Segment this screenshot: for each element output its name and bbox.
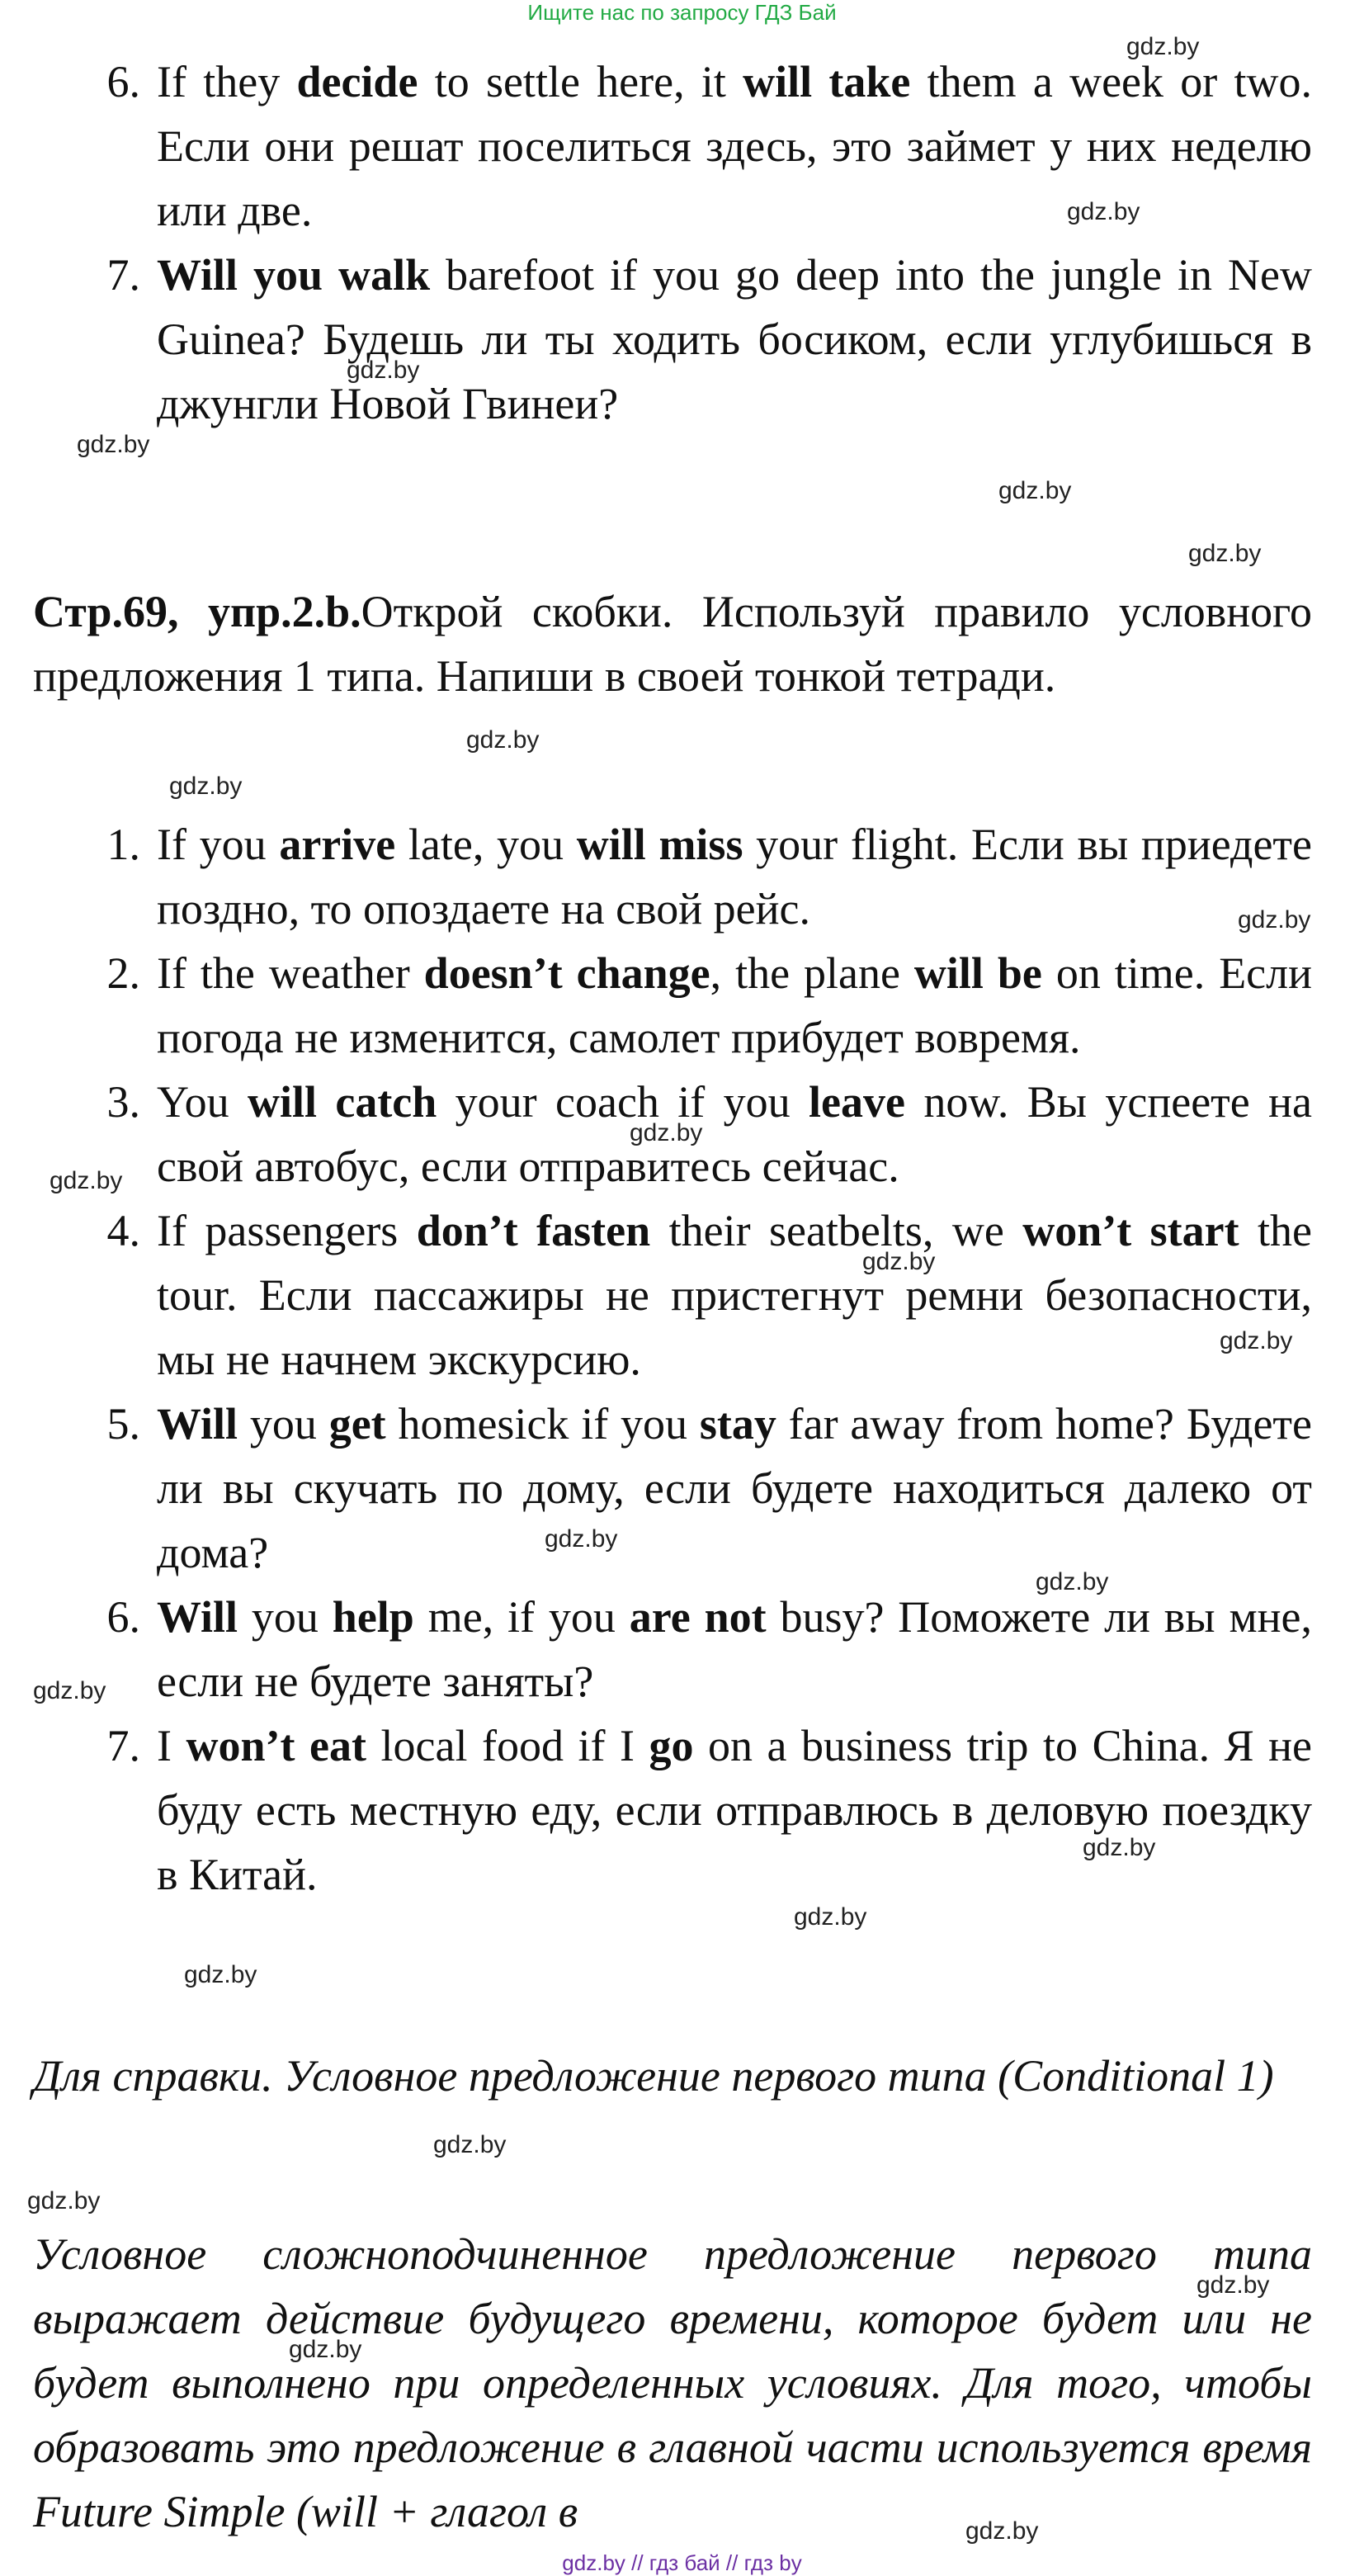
item-number: 5. bbox=[106, 1399, 140, 1449]
bold-run: will miss bbox=[576, 820, 743, 869]
item-number: 7. bbox=[106, 250, 140, 300]
watermark: gdz.by bbox=[433, 2131, 507, 2158]
text-run: to settle here, it bbox=[418, 57, 743, 106]
watermark: gdz.by bbox=[466, 726, 540, 754]
text-run: on time. Если погода не изменится, самолет прибудет вовремя. bbox=[157, 948, 1312, 1062]
watermark: gdz.by bbox=[630, 1119, 703, 1146]
bold-run: get bbox=[328, 1399, 386, 1449]
bold-run: Will bbox=[157, 1592, 238, 1642]
watermark: gdz.by bbox=[1036, 1568, 1109, 1595]
bold-run: are not bbox=[629, 1592, 767, 1642]
item-number: 2. bbox=[106, 948, 140, 998]
text-run: barefoot if you go deep into the jungle in New Guinea? Будешь ли ты ходить босиком, если углубишься в джунгли Новой Гвинеи? bbox=[157, 250, 1312, 428]
text-run: If the weather bbox=[157, 948, 424, 998]
item-text bbox=[157, 1392, 1312, 1585]
item-number: 4. bbox=[106, 1206, 140, 1255]
item-text bbox=[157, 1198, 1312, 1392]
item-text bbox=[157, 243, 1312, 436]
text-run: busy? Поможете ли вы мне, если не будете заняты? bbox=[157, 1592, 1312, 1706]
watermark: gdz.by bbox=[1126, 33, 1200, 60]
item-number: 7. bbox=[106, 1721, 140, 1770]
bold-run: don’t fasten bbox=[416, 1206, 651, 1255]
item-number: 6. bbox=[106, 57, 140, 106]
item-number: 3. bbox=[106, 1077, 140, 1127]
bold-run: will catch bbox=[247, 1077, 437, 1127]
item-text bbox=[157, 941, 1312, 1070]
text-run: If passengers bbox=[157, 1206, 417, 1255]
bold-run: won’t start bbox=[1022, 1206, 1239, 1255]
watermark: gdz.by bbox=[347, 357, 420, 384]
item-number: 6. bbox=[106, 1592, 140, 1642]
item-text bbox=[157, 1070, 1312, 1198]
watermark: gdz.by bbox=[1188, 540, 1262, 567]
bold-run: go bbox=[649, 1721, 694, 1770]
watermark: gdz.by bbox=[184, 1961, 257, 1988]
text-run: homesick if you bbox=[385, 1399, 700, 1449]
watermark: gdz.by bbox=[998, 477, 1072, 504]
text-run: late, you bbox=[395, 820, 577, 869]
watermark: gdz.by bbox=[27, 2187, 101, 2214]
text-run: If they bbox=[157, 57, 297, 106]
bold-run: Will bbox=[157, 1399, 238, 1449]
item-text bbox=[157, 1585, 1312, 1713]
bold-run: arrive bbox=[279, 820, 396, 869]
text-run: your coach if you bbox=[437, 1077, 809, 1127]
watermark: gdz.by bbox=[1220, 1327, 1293, 1354]
text-run: me, if you bbox=[413, 1592, 630, 1642]
bold-run: help bbox=[332, 1592, 414, 1642]
watermark: gdz.by bbox=[794, 1903, 867, 1931]
watermark: gdz.by bbox=[1067, 198, 1140, 225]
bold-run: Will you walk bbox=[157, 250, 431, 300]
bold-run: will be bbox=[913, 948, 1042, 998]
exercise-heading bbox=[33, 579, 1312, 708]
text-run: your flight. Если вы приедете поздно, то опоздаете на свой рейс. bbox=[157, 820, 1312, 934]
reference-body: Условное сложноподчиненное предложение первого типа выражает действие будущего времени, которое будет или не будет выполнено при определенных условиях. Для того, чтобы образовать это предложение в главной части используется время Future Simple (will + глагол в bbox=[33, 2229, 1312, 2536]
watermark: gdz.by bbox=[545, 1525, 618, 1553]
bold-run: decide bbox=[296, 57, 418, 106]
bold-run: doesn’t change bbox=[423, 948, 710, 998]
watermark: gdz.by bbox=[1083, 1834, 1156, 1861]
text-run: I bbox=[157, 1721, 186, 1770]
text-run: far away from home? Будете ли вы скучать по дому, если будете находиться далеко от дома? bbox=[157, 1399, 1312, 1577]
text-run: now. Вы успеете на свой автобус, если отправитесь сейчас. bbox=[157, 1077, 1312, 1191]
item-text bbox=[157, 1713, 1312, 1907]
watermark: gdz.by bbox=[1238, 906, 1311, 934]
text-run: you bbox=[238, 1399, 329, 1449]
text-run: them a week or two. Если они решат поселиться здесь, это займет у них неделю или две. bbox=[157, 57, 1312, 235]
watermark: gdz.by bbox=[862, 1248, 936, 1275]
watermark: gdz.by bbox=[1196, 2271, 1270, 2299]
watermark: gdz.by bbox=[33, 1677, 106, 1704]
bold-run: won’t eat bbox=[186, 1721, 366, 1770]
text-run: you bbox=[238, 1592, 333, 1642]
top-banner[interactable]: Ищите нас по запросу ГДЗ Бай bbox=[527, 0, 837, 25]
reference-title: Для справки. Условное предложение первого типа (Conditional 1) bbox=[33, 2051, 1274, 2101]
item-number: 1. bbox=[106, 820, 140, 869]
watermark: gdz.by bbox=[50, 1167, 123, 1194]
bold-run: leave bbox=[809, 1077, 905, 1127]
bold-run: stay bbox=[699, 1399, 776, 1449]
exercise-label: Стр.69, упр.2.b. bbox=[33, 587, 361, 636]
watermark: gdz.by bbox=[965, 2517, 1039, 2545]
text-run: their seatbelts, we bbox=[650, 1206, 1023, 1255]
text-run: If you bbox=[157, 820, 280, 869]
bottom-banner[interactable]: gdz.by // гдз бай // гдз by bbox=[562, 2550, 802, 2575]
watermark: gdz.by bbox=[77, 431, 150, 458]
text-run: on a business trip to China. Я не буду есть местную еду, если отправлюсь в деловую поездку в Китай. bbox=[157, 1721, 1312, 1899]
text-run: You bbox=[157, 1077, 248, 1127]
text-run: the tour. Если пассажиры не пристегнут ремни безопасности, мы не начнем экскурсию. bbox=[157, 1206, 1312, 1384]
exercise-instruction: Открой скобки. Используй правило условного предложения 1 типа. Напиши в своей тонкой тетради. bbox=[33, 587, 1312, 701]
watermark: gdz.by bbox=[289, 2336, 362, 2363]
item-text bbox=[157, 812, 1312, 941]
bold-run: will take bbox=[743, 57, 911, 106]
watermark: gdz.by bbox=[169, 773, 243, 800]
text-run: local food if I bbox=[366, 1721, 649, 1770]
text-run: , the plane bbox=[710, 948, 914, 998]
